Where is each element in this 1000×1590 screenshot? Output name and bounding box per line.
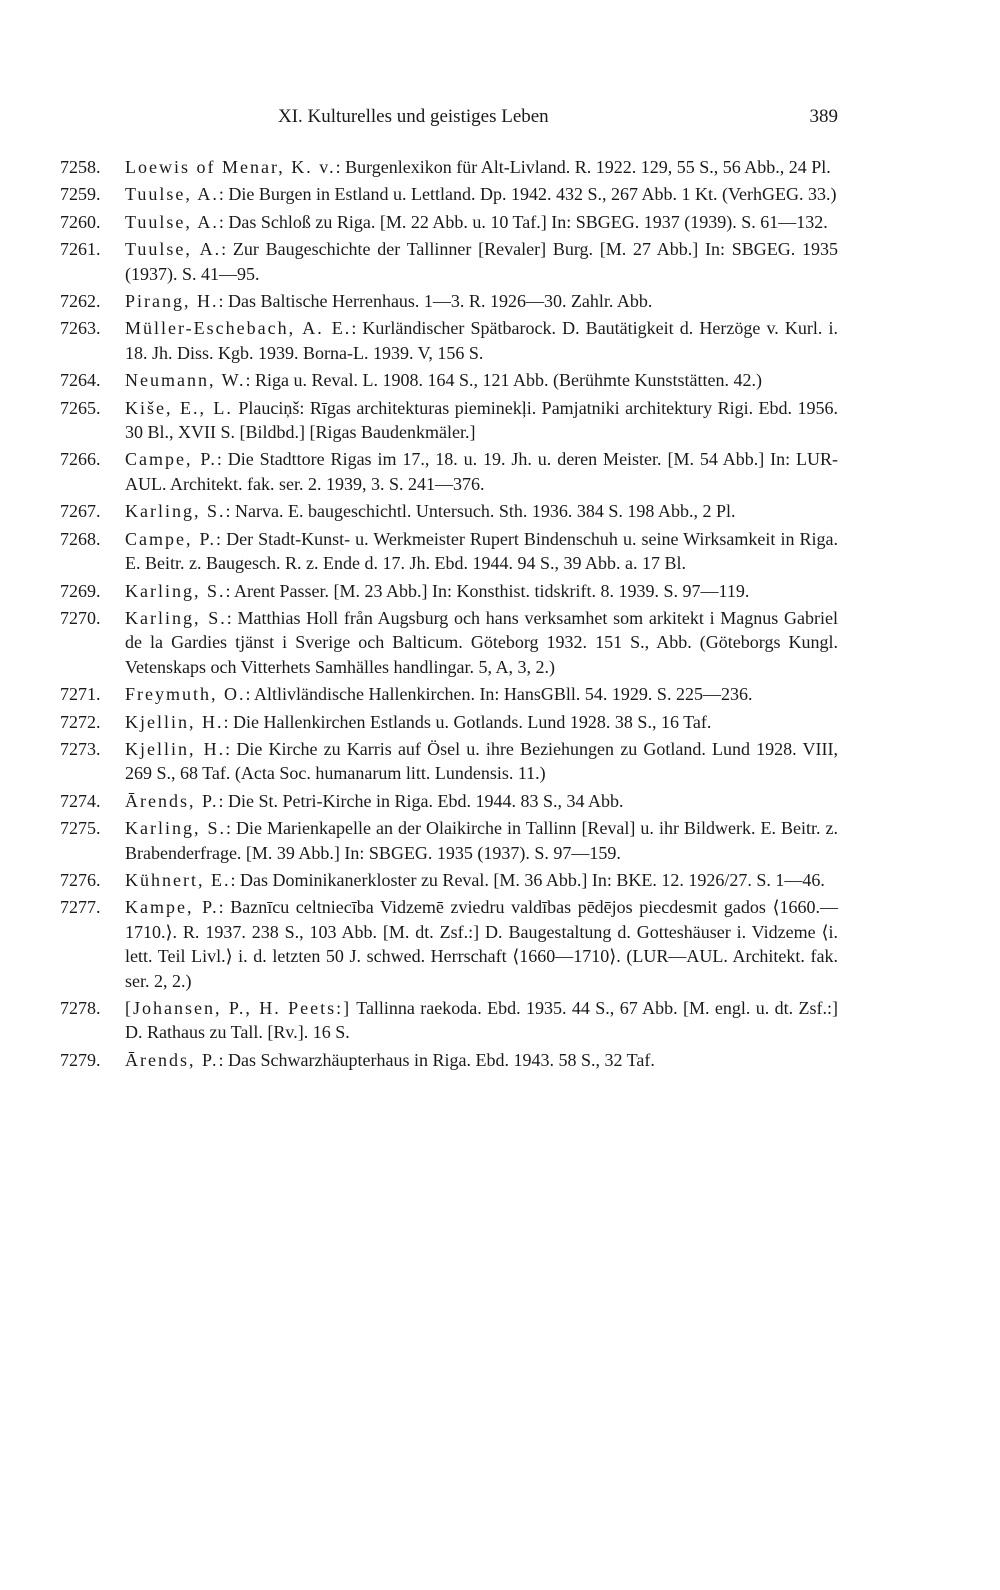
entry-author: Müller-Eschebach, A. E. bbox=[125, 318, 352, 339]
entry-text: Tallinna raekoda. Ebd. 1935. 44 S., 67 Abb. [M. engl. u. dt. Zsf.:] D. Rathaus zu Tall. [Rv.]. 16 S. bbox=[125, 998, 838, 1043]
entry-text: : Kurländischer Spätbarock. D. Bautätigkeit d. Herzöge v. Kurl. i. 18. Jh. Diss. Kgb. 1939. Borna-L. 1939. V, 156 S. bbox=[125, 318, 838, 363]
entry-number: 7258. bbox=[60, 157, 101, 177]
bibliography-entry bbox=[60, 816, 838, 865]
entry-author: Kiše, E., L. bbox=[125, 397, 233, 418]
bibliography-entry bbox=[60, 210, 838, 234]
entry-author: Karling, S. bbox=[125, 501, 226, 522]
entry-number: 7276. bbox=[60, 869, 101, 890]
page-number: 389 bbox=[809, 106, 838, 127]
bibliography-entry bbox=[60, 710, 838, 734]
entry-author: [Johansen, P., H. Peets:] bbox=[125, 998, 352, 1018]
entry-text: : Riga u. Reval. L. 1908. 164 S., 121 Abb. (Berühmte Kunststätten. 42.) bbox=[245, 370, 762, 391]
entry-text: : Das Schloß zu Riga. [M. 22 Abb. u. 10 Taf.] In: SBGEG. 1937 (1939). S. 61—132. bbox=[218, 211, 828, 232]
entry-text: : Zur Baugeschichte der Tallinner [Revaler] Burg. [M. 27 Abb.] In: SBGEG. 1935 (1937). S. 41—95. bbox=[125, 239, 838, 284]
entry-author: Tuulse, A. bbox=[125, 239, 222, 260]
bibliography-entry bbox=[60, 316, 838, 365]
entry-author: Tuulse, A. bbox=[125, 211, 219, 232]
entry-text: : Die Hallenkirchen Estlands u. Gotlands. Lund 1928. 38 S., 16 Taf. bbox=[223, 711, 712, 732]
bibliography-entry bbox=[60, 737, 838, 786]
entry-text: : Altlivländische Hallenkirchen. In: HansGBll. 54. 1929. S. 225—236. bbox=[245, 684, 753, 705]
bibliography-entry bbox=[60, 155, 838, 179]
entry-number: 7260. bbox=[60, 211, 101, 232]
entry-author: Ārends, P. bbox=[125, 1049, 219, 1070]
entry-text: : Arent Passer. [M. 23 Abb.] In: Konsthist. tidskrift. 8. 1939. S. 97—119. bbox=[225, 580, 750, 601]
entry-author: Karling, S. bbox=[125, 580, 226, 601]
bibliography-entry bbox=[60, 499, 838, 523]
bibliography-entry bbox=[60, 182, 838, 206]
entry-author: Neumann, W. bbox=[125, 370, 246, 391]
entry-author: Karling, S. bbox=[125, 818, 227, 839]
entry-text: Plauciņš: Rīgas architekturas pieminekļi. Pamjatniki architektury Rigi. Ebd. 1956. 30 Bl., XVII S. [Bildbd.] [Rigas Baudenkmäler.] bbox=[125, 397, 839, 443]
bibliography-entry bbox=[60, 996, 838, 1045]
entry-number: 7259. bbox=[60, 184, 101, 205]
entry-text: : Die St. Petri-Kirche in Riga. Ebd. 1944. 83 S., 34 Abb. bbox=[218, 790, 624, 811]
entry-text: : Die Stadttore Rigas im 17., 18. u. 19. Jh. u. deren Meister. [M. 54 Abb.] In: LUR-AUL. Architekt. fak. ser. 2. 1939, 3. S. 241—376. bbox=[125, 449, 838, 494]
entry-number: 7263. bbox=[60, 318, 101, 339]
entry-author: Kjellin, H. bbox=[125, 711, 224, 732]
entry-author: Kampe, P. bbox=[125, 897, 219, 918]
entry-number: 7272. bbox=[60, 711, 101, 732]
entry-author: Freymuth, O. bbox=[125, 684, 246, 705]
entry-number: 7271. bbox=[60, 684, 101, 705]
entry-number: 7277. bbox=[60, 897, 101, 918]
bibliography-entry bbox=[60, 237, 838, 286]
entry-text: : Der Stadt-Kunst- u. Werkmeister Rupert Bindenschuh u. seine Wirksamkeit in Riga. E. Beitr. z. Baugesch. R. z. Ende d. 17. Jh. Ebd. 1944. 94 S., 39 Abb. a. 17 Bl. bbox=[125, 528, 838, 574]
chapter-title: XI. Kulturelles und geistiges Leben bbox=[278, 106, 549, 127]
entry-text: : Die Marienkapelle an der Olaikirche in Tallinn [Reval] u. ihr Bildwerk. E. Beitr. z. Brabenderfrage. [M. 39 Abb.] In: SBGEG. 1935 (1937). S. 97—159. bbox=[125, 818, 838, 863]
entry-number: 7268. bbox=[60, 528, 101, 549]
running-header bbox=[118, 106, 838, 132]
entry-author: Karling, S. bbox=[125, 607, 227, 628]
entry-author: Kühnert, E. bbox=[125, 869, 231, 890]
bibliography-entry bbox=[60, 868, 838, 892]
entry-number: 7267. bbox=[60, 501, 101, 522]
bibliography-list bbox=[60, 155, 838, 1075]
bibliography-entry bbox=[60, 527, 838, 576]
bibliography-entry bbox=[60, 895, 838, 993]
entry-text: : Burgenlexikon für Alt-Livland. R. 1922. 129, 55 S., 56 Abb., 24 Pl. bbox=[335, 157, 831, 177]
entry-author: Tuulse, A. bbox=[125, 184, 219, 205]
bibliography-entry bbox=[60, 789, 838, 813]
entry-text: : Das Dominikanerkloster zu Reval. [M. 36 Abb.] In: BKE. 12. 1926/27. S. 1—46. bbox=[230, 869, 825, 890]
entry-text: : Matthias Holl från Augsburg och hans verksamhet som arkitekt i Magnus Gabriel de la Gardies tjänst i Sverige och Balticum. Göteborg 1932. 151 S., Abb. (Göteborgs Kungl. Vetenskaps och Vitterhets Samhälles handlingar. 5, A, 3, 2.) bbox=[125, 607, 839, 677]
bibliography-entry bbox=[60, 682, 838, 706]
entry-author: Ārends, P. bbox=[125, 790, 219, 811]
bibliography-entry bbox=[60, 606, 838, 679]
entry-number: 7270. bbox=[60, 607, 101, 628]
bibliography-entry bbox=[60, 1048, 838, 1072]
bibliography-entry bbox=[60, 447, 838, 496]
entry-number: 7273. bbox=[60, 738, 101, 759]
entry-text: : Die Kirche zu Karris auf Ösel u. ihre Beziehungen zu Gotland. Lund 1928. VIII, 269 S., 68 Taf. (Acta Soc. humanarum litt. Lundensis. 11.) bbox=[125, 738, 838, 784]
entry-number: 7264. bbox=[60, 370, 101, 391]
entry-text: : Die Burgen in Estland u. Lettland. Dp. 1942. 432 S., 267 Abb. 1 Kt. (VerhGEG. 33.) bbox=[218, 184, 837, 205]
entry-number: 7261. bbox=[60, 239, 101, 260]
entry-author: Pirang, H. bbox=[125, 291, 219, 312]
entry-author: Kjellin, H. bbox=[125, 738, 226, 759]
entry-number: 7275. bbox=[60, 818, 101, 839]
entry-author: Loewis of Menar, K. v. bbox=[125, 157, 336, 177]
entry-text: : Das Baltische Herrenhaus. 1—3. R. 1926—30. Zahlr. Abb. bbox=[218, 291, 653, 312]
entry-number: 7269. bbox=[60, 580, 101, 601]
entry-number: 7278. bbox=[60, 998, 101, 1018]
entry-author: Campe, P. bbox=[125, 528, 217, 549]
bibliography-entry bbox=[60, 289, 838, 313]
bibliography-entry bbox=[60, 579, 838, 603]
entry-text: : Baznīcu celtniecība Vidzemē zviedru valdības pēdējos piecdesmit gados ⟨1660.—1710.⟩. R. 1937. 238 S., 103 Abb. [M. dt. Zsf.:] D. Baugestaltung d. Gotteshäuser i. Vidzeme ⟨i. lett. Teil Livl.⟩ i. d. letzten 50 J. schwed. Herrschaft ⟨1660—1710⟩. (LUR—AUL. Architekt. fak. ser. 2, 2.) bbox=[125, 897, 838, 991]
entry-author: Campe, P. bbox=[125, 449, 217, 470]
bibliography-entry bbox=[60, 368, 838, 392]
entry-text: : Das Schwarzhäupterhaus in Riga. Ebd. 1943. 58 S., 32 Taf. bbox=[218, 1049, 655, 1070]
entry-number: 7265. bbox=[60, 397, 101, 418]
entry-number: 7266. bbox=[60, 449, 101, 470]
entry-number: 7262. bbox=[60, 291, 101, 312]
bibliography-entry bbox=[60, 396, 838, 445]
entry-number: 7279. bbox=[60, 1049, 101, 1070]
entry-text: : Narva. E. baugeschichtl. Untersuch. Sth. 1936. 384 S. 198 Abb., 2 Pl. bbox=[225, 501, 736, 522]
entry-number: 7274. bbox=[60, 790, 101, 811]
